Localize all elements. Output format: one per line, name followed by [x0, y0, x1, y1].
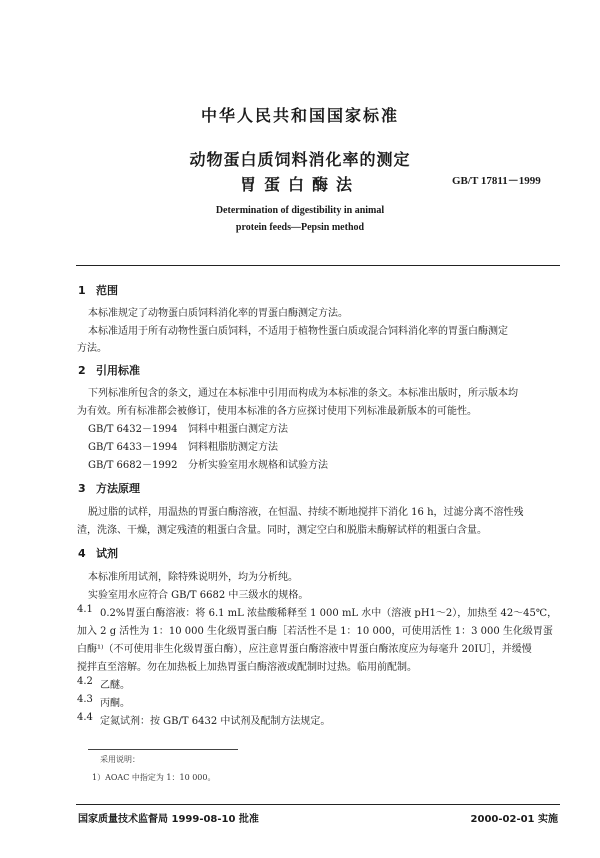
standard-category-title: 中华人民共和国国家标准 [200, 106, 399, 125]
document-title-en-line1: Determination of digestibility in animal [215, 205, 385, 216]
clause-number: 4.2 [77, 676, 93, 687]
clause-text: 乙醚。 [100, 680, 130, 691]
footer-divider [76, 804, 560, 805]
section-4-heading [78, 545, 118, 561]
clause-number: 4.1 [77, 604, 93, 615]
reference-code: GB/T 6682－1992 [88, 460, 178, 471]
section-title: 试剂 [96, 547, 118, 560]
section-number: 2 [78, 364, 86, 377]
section-number: 1 [78, 284, 86, 297]
standard-number: GB/T 17811－1999 [452, 175, 541, 187]
section-1-paragraph: 方法。 [77, 343, 107, 354]
section-2-paragraph: 下列标准所包含的条文，通过在本标准中引用而构成为本标准的条文。本标准出版时，所示版本均 [88, 388, 518, 399]
clause-number: 4.4 [77, 712, 93, 723]
section-title: 引用标准 [96, 364, 140, 377]
document-title-en-line2: protein feeds—Pepsin method [235, 222, 365, 233]
section-4-paragraph: 实验室用水应符合 GB/T 6682 中三级水的规格。 [88, 590, 309, 601]
clause-text: 0.2%胃蛋白酶溶液：将 6.1 mL 浓盐酸稀释至 1 000 mL 水中（溶液 pH1～2），加热至 42～45℃， [100, 608, 558, 619]
section-number: 3 [78, 482, 86, 495]
footnote-text: 1）AOAC 中指定为 1：10 000。 [92, 773, 216, 782]
section-1-paragraph: 本标准适用于所有动物性蛋白质饲料，不适用于植物性蛋白质或混合饲料消化率的胃蛋白酶测定 [88, 326, 508, 337]
clause-text: 丙酮。 [100, 698, 130, 709]
section-3-paragraph: 渣，洗涤、干燥，测定残渣的粗蛋白含量。同时，测定空白和脱脂未酶解试样的粗蛋白含量。 [77, 525, 487, 536]
footnote-label: 采用说明： [100, 755, 140, 764]
section-2-heading [78, 362, 140, 378]
clause-text: 搅拌直至溶解。勿在加热板上加热胃蛋白酶溶液或配制时过热。临用前配制。 [77, 662, 417, 673]
section-3-paragraph: 脱过脂的试样，用温热的胃蛋白酶溶液，在恒温、持续不断地搅拌下消化 16 h，过滤分离不溶性残 [88, 507, 524, 518]
footnote-divider [88, 749, 238, 750]
section-4-paragraph: 本标准所用试剂，除特殊说明外，均为分析纯。 [88, 572, 298, 583]
approval-date: 国家质量技术监督局 1999-08-10 批准 [78, 814, 259, 825]
section-title: 方法原理 [96, 482, 140, 495]
clause-text: 定氮试剂：按 GB/T 6432 中试剂及配制方法规定。 [100, 716, 331, 727]
section-2-paragraph: 为有效。所有标准都会被修订，使用本标准的各方应探讨使用下列标准最新版本的可能性。 [77, 406, 477, 417]
implementation-date: 2000-02-01 实施 [470, 814, 558, 825]
document-title-cn-line2: 胃蛋白酶法 [239, 175, 360, 194]
clause-number: 4.3 [77, 694, 93, 705]
reference-title: 饲料中粗蛋白测定方法 [188, 424, 288, 435]
reference-code: GB/T 6433－1994 [88, 442, 178, 453]
clause-text: 加入 2 g 活性为 1：10 000 生化级胃蛋白酶［若活性不是 1：10 000，可使用活性 1：3 000 生化级胃蛋 [77, 626, 553, 637]
title-divider [76, 265, 560, 266]
reference-code: GB/T 6432－1994 [88, 424, 178, 435]
section-title: 范围 [96, 284, 118, 297]
section-1-paragraph: 本标准规定了动物蛋白质饲料消化率的胃蛋白酶测定方法。 [88, 308, 348, 319]
section-1-heading [78, 282, 118, 298]
section-number: 4 [78, 547, 86, 560]
section-3-heading [78, 480, 140, 496]
reference-title: 分析实验室用水规格和试验方法 [188, 460, 328, 471]
clause-text: 白酶¹⁾（不可使用非生化级胃蛋白酶），应注意胃蛋白酶溶液中胃蛋白酶浓度应为每毫升 20IU］，并缓慢 [77, 644, 532, 655]
document-title-cn-line1: 动物蛋白质饲料消化率的测定 [189, 150, 411, 169]
reference-title: 饲料粗脂肪测定方法 [188, 442, 278, 453]
